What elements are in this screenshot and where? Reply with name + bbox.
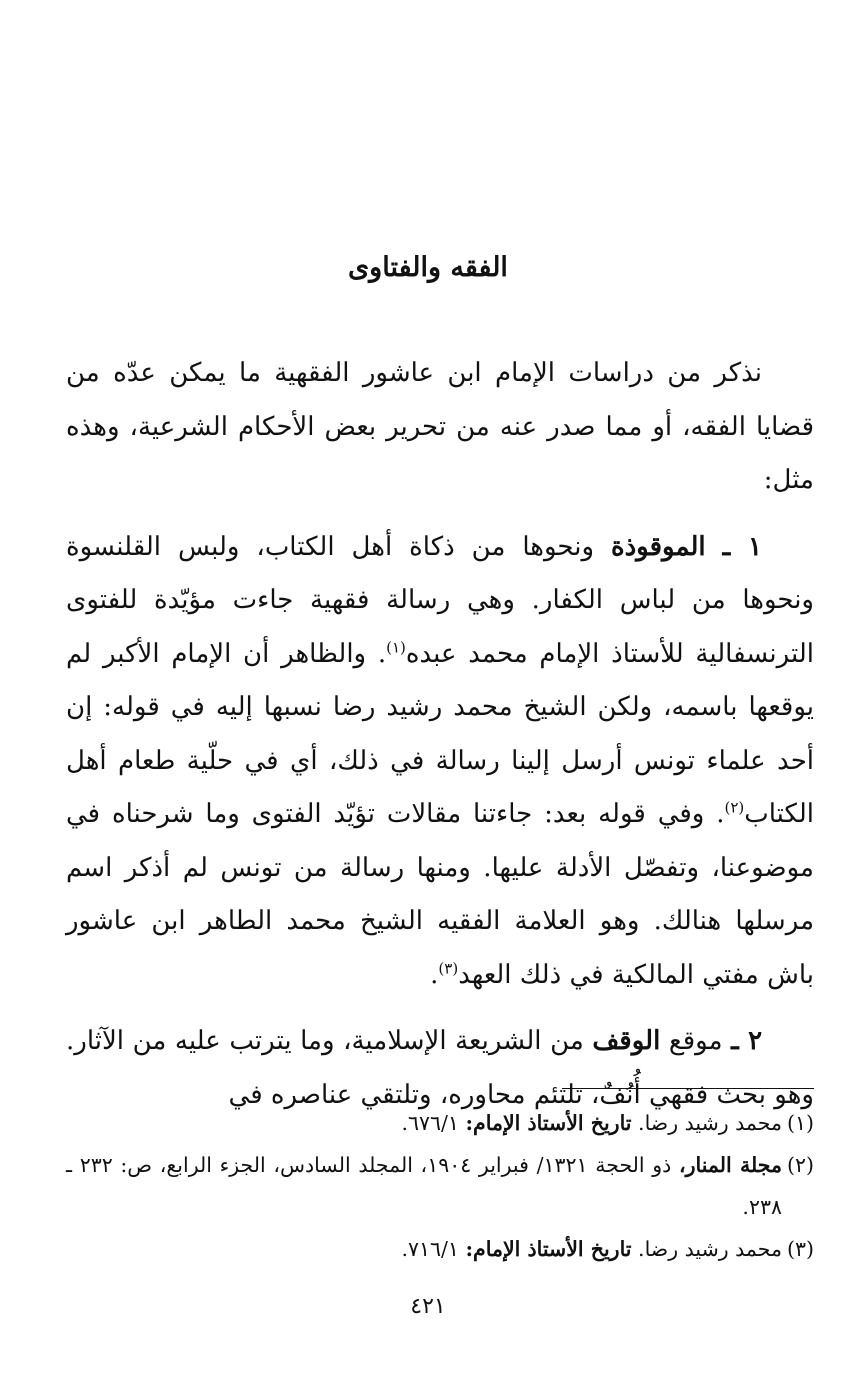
item-2-text-a: موقع [668,1026,723,1056]
footnote-ref-1[interactable]: (١) [386,637,406,656]
intro-paragraph [66,347,814,508]
paragraph-gap [66,508,814,521]
footnote-location: ٦٧٦/١. [401,1111,459,1135]
footnote-ref-3[interactable]: (٣) [438,958,459,977]
footnote-author: محمد رشيد رضا. [638,1237,782,1261]
footnote-3 [66,1228,814,1270]
item-1-text-c: . وفي قوله بعد: جاءتنا مقالات تؤيّد الفتوى وما شرحناه في موضوعنا، وتفصّل الأدلة عليها. ومنها رسالة من تونس لم أذكر اسم مرسلها هنالك. وهو العلامة الفقيه الشيخ محمد الطاهر ابن عاشور باش مفتي المالكية في ذلك العهد [66,799,814,990]
footnote-2 [66,1144,814,1228]
item-1-paragraph [66,521,814,1003]
body-text [66,347,814,1122]
item-2-number: ٢ ـ [731,1026,763,1056]
item-1-text-b: . والظاهر أن الإمام الأكبر لم يوقعها باسمه، ولكن الشيخ محمد رشيد رضا نسبها إليه في قوله: إن أحد علماء تونس أرسل إلينا رسالة في ذلك، أي في حلّية طعام أهل الكتاب [66,638,814,829]
item-2-text-b: من الشريعة الإسلامية، وما يترتب عليه من الآثار. وهو بحث فقهي أُنُفٌ، تلتئم محاوره، وتلتقي عناصره في [66,1026,814,1110]
footnote-number: (١) [786,1111,814,1135]
footnote-location: ذو الحجة ١٣٢١/ فبراير ١٩٠٤، المجلد السادس، الجزء الرابع، ص: ٢٣٢ ـ ٢٣٨. [66,1153,782,1219]
footnote-author: محمد رشيد رضا. [638,1111,782,1135]
footnote-source: مجلة المنار، [678,1153,783,1177]
footnote-separator [562,1088,814,1089]
item-1-term: الموقوذة [610,531,706,562]
intro-text: نذكر من دراسات الإمام ابن عاشور الفقهية ما يمكن عدّه من قضايا الفقه، أو مما صدر عنه من تحرير بعض الأحكام الشرعية، وهذه مثل: [66,358,814,495]
item-2-term: الوقف [592,1026,661,1056]
footnote-number: (٣) [786,1237,814,1261]
item-1-text-d: . [430,959,439,990]
footnote-1 [66,1102,814,1144]
item-1-number: ١ ـ [722,531,762,562]
paragraph-gap [66,1002,814,1015]
footnote-number: (٢) [786,1153,814,1177]
footnote-ref-2[interactable]: (٢) [724,798,745,817]
footnotes [66,1102,814,1270]
footnote-source: تاريخ الأستاذ الإمام: [465,1111,632,1135]
page-number: ٤٢١ [410,1294,446,1319]
section-title: الفقه والفتاوى [348,252,508,283]
footnote-source: تاريخ الأستاذ الإمام: [465,1237,632,1261]
footnote-location: ٧١٦/١. [401,1237,459,1261]
item-1-text-a: ونحوها من ذكاة أهل الكتاب، ولبس القلنسوة ونحوها من لباس الكفار. وهي رسالة فقهية جاءت مؤيّدة للفتوى الترنسفالية للأستاذ الإمام محمد عبده [66,531,814,669]
